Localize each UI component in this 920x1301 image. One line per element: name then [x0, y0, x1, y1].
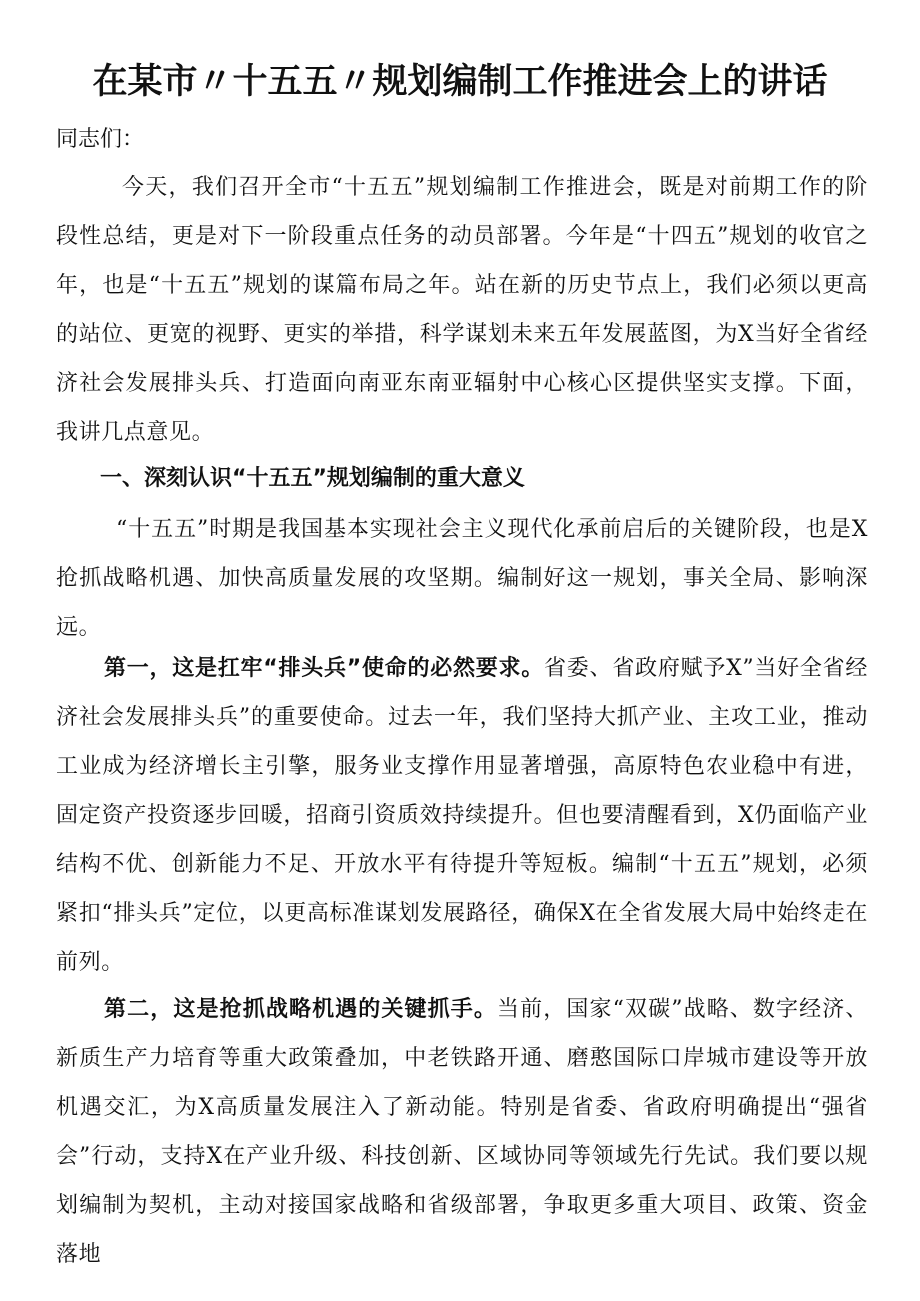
point-2-paragraph	[56, 985, 868, 1279]
section-1-intro-paragraph: “十五五”时期是我国基本实现社会主义现代化承前启后的关键阶段，也是X抢抓战略机遇、加快高质量发展的攻坚期。编制好这一规划，事关全局、影响深远。	[56, 517, 868, 640]
point-1-paragraph	[56, 644, 868, 987]
document-title: 在某市〃十五五〃规划编制工作推进会上的讲话	[92, 62, 828, 102]
point-2-lead: 第二，这是抢抓战略机遇的关键抓手。	[104, 997, 498, 1022]
section-heading-1: 一、深刻认识“十五五”规划编制的重大意义	[100, 466, 525, 491]
point-2-body: 当前，国家“双碳”战略、数字经济、新质生产力培育等重大政策叠加，中老铁路开通、磨憨国际口岸城市建设等开放机遇交汇，为X高质量发展注入了新动能。特别是省委、省政府明确提出“强省会”行动，支持X在产业升级、科技创新、区域协同等领域先行先试。我们要以规划编制为契机，主动对接国家战略和省级部署，争取更多重大项目、政策、资金落地	[56, 997, 868, 1267]
salutation: 同志们：	[56, 127, 145, 152]
point-1-body: 省委、省政府赋予X”当好全省经济社会发展排头兵”的重要使命。过去一年，我们坚持大抓产业、主攻工业，推动工业成为经济增长主引擎，服务业支撑作用显著增强，高原特色农业稳中有进，固定资产投资逐步回暖，招商引资质效持续提升。但也要清醒看到，X仍面临产业结构不优、创新能力不足、开放水平有待提升等短板。编制“十五五”规划，必须紧扣“排头兵”定位，以更高标准谋划发展路径，确保X在全省发展大局中始终走在前列。	[56, 656, 868, 975]
point-1-lead: 第一，这是扛牢“排头兵”使命的必然要求。	[104, 656, 545, 681]
intro-paragraph: 今天，我们召开全市“十五五”规划编制工作推进会，既是对前期工作的阶段性总结，更是对下一阶段重点任务的动员部署。今年是“十四五”规划的收官之年，也是“十五五”规划的谋篇布局之年。站在新的历史节点上，我们必须以更高的站位、更宽的视野、更实的举措，科学谋划未来五年发展蓝图，为X当好全省经济社会发展排头兵、打造面向南亚东南亚辐射中心核心区提供坚实支撑。下面，我讲几点意见。	[56, 175, 868, 445]
